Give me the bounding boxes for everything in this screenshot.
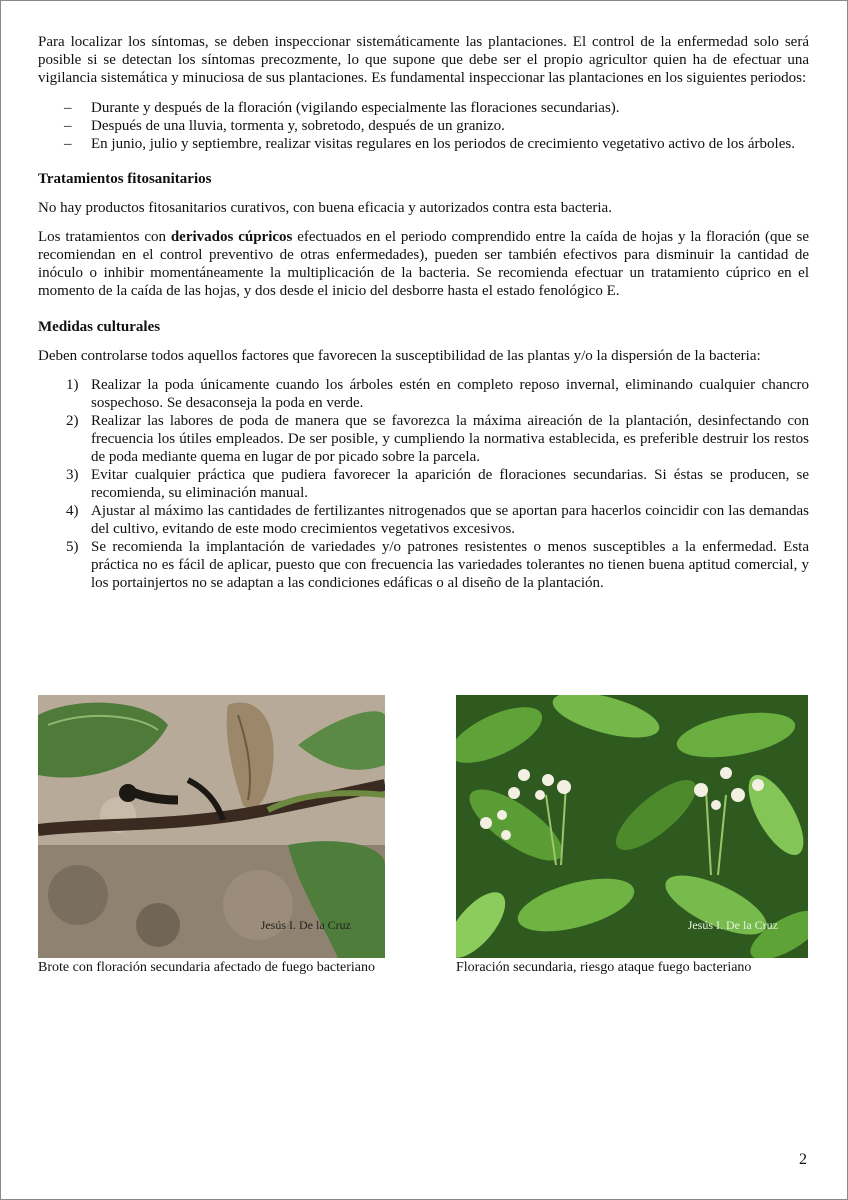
list-item: – Después de una lluvia, tormenta y, sobretodo, después de un granizo. [38, 117, 809, 135]
item-text: Evitar cualquier práctica que pudiera favorecer la aparición de floraciones secundarias. Si éstas se producen, se recomienda, su eliminación manual. [91, 467, 809, 501]
item-text: Realizar la poda únicamente cuando los árboles estén en completo reposo invernal, eliminando cualquier chancro sospechoso. Se desaconseja la poda en verde. [91, 377, 809, 411]
paragraph: Deben controlarse todos aquellos factores que favorecen la susceptibilidad de las plantas y/o la dispersión de la bacteria: [38, 348, 761, 364]
section-heading-tratamientos: Tratamientos fitosanitarios [38, 171, 212, 187]
list-item [38, 376, 809, 412]
paragraph: No hay productos fitosanitarios curativos, con buena eficacia y autorizados contra esta bacteria. [38, 200, 612, 216]
item-number: 4) [66, 503, 79, 519]
item-text: Realizar las labores de poda de manera que se favorezca la máxima aireación de la plantación, desinfectando con frecuencia los útiles empleados. De ser posible, y cumpliendo la normativa establecida, es preferible destruir los restos de poda mediante quema en lugar de por picado sobre la parcela. [91, 413, 809, 465]
bold-term: derivados cúpricos [170, 229, 293, 245]
item-text: Se recomienda la implantación de variedades y/o patrones resistentes o menos susceptibles a la enfermedad. Esta práctica no es fácil de aplicar, puesto que con frecuencia las variedades tolerantes no tienen buena aptitud comercial, y los portainjertos no se adaptan a las condiciones edáficas o al diseño de la plantación. [91, 539, 809, 591]
text-run: Los tratamientos con [38, 229, 171, 245]
intro-paragraph: Para localizar los síntomas, se deben inspeccionar sistemáticamente las plantaciones. El control de la enfermedad solo será posible si se detectan los síntomas precozmente, lo que supone que debe ser el propio agricultor quien ha de efectuar una vigilancia sistemática y minuciosa de sus plantaciones. Es fundamental inspeccionar las plantaciones en los siguientes periodos: [38, 34, 809, 86]
paragraph-cupricos [38, 228, 809, 300]
list-item: – Durante y después de la floración (vigilando especialmente las floraciones secundarias). [38, 99, 809, 117]
photo-credit: Jesús I. De la Cruz [687, 918, 778, 932]
figure-blighted-shoot [38, 695, 385, 976]
photo-blighted-shoot [38, 695, 385, 958]
document-body [38, 33, 809, 592]
photo-credit: Jesús I. De la Cruz [260, 918, 351, 932]
item-number: 3) [66, 467, 79, 483]
list-item [38, 502, 809, 538]
figure-secondary-flowering [456, 695, 808, 976]
inspection-periods-list [38, 99, 809, 153]
list-item [38, 466, 809, 502]
list-item: – En junio, julio y septiembre, realizar visitas regulares en los periodos de crecimiento vegetativo activo de los árboles. [38, 135, 809, 153]
item-text: Ajustar al máximo las cantidades de fertilizantes nitrogenados que se aportan para hacerlos coincidir con las demandas del cultivo, evitando de este modo crecimientos vegetativos excesivos. [91, 503, 809, 537]
item-number: 2) [66, 413, 79, 429]
page-number: 2 [799, 1151, 807, 1168]
photo-secondary-flowering [456, 695, 808, 958]
item-number: 5) [66, 539, 79, 555]
section-heading-medidas: Medidas culturales [38, 319, 161, 335]
text-run: efectuados en el periodo comprendido entre la caída de hojas y la floración (que se recomiendan en el control preventivo de otras enfermedades), pueden ser también efectivos para disminuir la cantidad de inóculo o inhibir momentáneamente la multiplicación de la bacteria. Se recomienda efectuar un tratamiento cúprico en el momento de la caída de las hojas, y dos desde el inicio del desborre hasta el estado fenológico E. [38, 229, 809, 299]
figure-caption: Floración secundaria, riesgo ataque fuego bacteriano [456, 960, 752, 975]
item-number: 1) [66, 377, 79, 393]
cultural-measures-list [38, 376, 809, 592]
figure-caption: Brote con floración secundaria afectado de fuego bacteriano [38, 960, 375, 975]
list-item [38, 538, 809, 592]
list-item [38, 412, 809, 466]
